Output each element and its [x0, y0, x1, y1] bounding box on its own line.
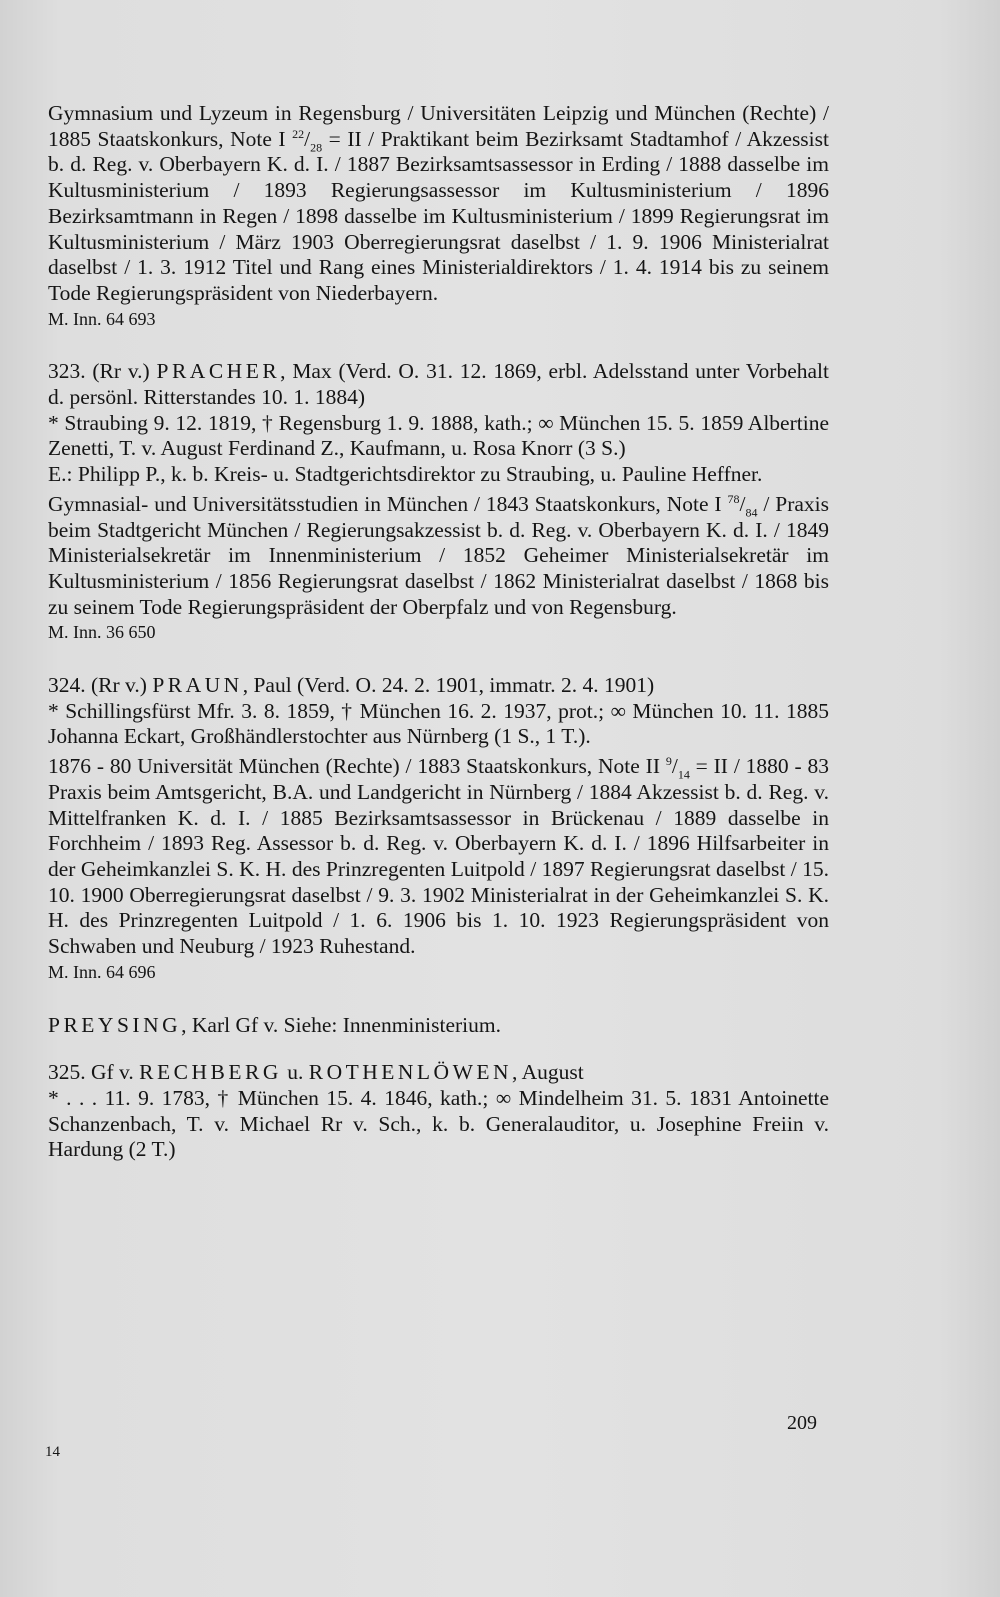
fraction-denominator: 84	[745, 505, 758, 520]
entry-323-heading: 323. (Rr v.) PRACHER, Max (Verd. O. 31. 12. 1869, erbl. Adelsstand unter Vorbehalt d. persönl. Ritterstandes 10. 1. 1884)	[48, 359, 829, 410]
entry-324-heading: 324. (Rr v.) PRAUN, Paul (Verd. O. 24. 2. 1901, immatr. 2. 4. 1901)	[48, 673, 655, 698]
entry-324-birth: * Schillingsfürst Mfr. 3. 8. 1859, † München 16. 2. 1937, prot.; ∞ München 10. 11. 1885 Johanna Eckart, Großhändlerstochter aus Nürnberg (1 S., 1 T.).	[48, 698, 829, 749]
entry-323-source: M. Inn. 36 650	[48, 622, 156, 643]
entry-prev-career: Gymnasium und Lyzeum in Regensburg / Universitäten Leipzig und München (Rechte) / 1885 Staatskonkurs, Note I $^{22}/_{28}$ = II / Praktikant beim Bezirksamt Stadtamhof / Akzessist b. d. Reg. v. Oberbayern K. d. I. / 1887 Bezirksamtsassessor in Erding / 1888 dasselbe im Kultusministerium / 1893 Regierungsassessor im Kultusministerium / 1896 Bezirksamtmann in Regen / 1898 dasselbe im Kultusministerium / 1899 Regierungsrat im Kultusministerium / März 1903 Oberregierungsrat daselbst / 1. 9. 1906 Ministerialrat daselbst / 1. 3. 1912 Titel und Rang eines Ministerialdirektors / 1. 4. 1914 bis zu seinem Tode Regierungspräsident von Niederbayern.	[48, 101, 829, 305]
signature-mark: 14	[45, 1444, 60, 1460]
entry-325-surname-2: ROTHENLÖWEN	[308, 1060, 513, 1085]
cross-ref-surname: PREYSING	[48, 1012, 182, 1037]
entry-323-surname: PRACHER	[156, 359, 281, 384]
entry-323-parents: E.: Philipp P., k. b. Kreis- u. Stadtgerichtsdirektor zu Straubing, u. Pauline Heffner.	[48, 462, 763, 487]
entry-324-career: 1876 - 80 Universität München (Rechte) / 1883 Staatskonkurs, Note II $^9/_{14}$ = II / 1880 - 83 Praxis beim Amtsgericht, B.A. und Landgericht in Nürnberg / 1884 Akzessist b. d. Reg. v. Mittelfranken K. d. I. / 1885 Bezirksamtsassessor in Brückenau / 1889 dasselbe in Forchheim / 1893 Reg. Assessor b. d. Reg. v. Oberbayern K. d. I. / 1896 Hilfsarbeiter in der Geheimkanzlei S. K. H. des Prinzregenten Luitpold / 1897 Regierungsrat daselbst / 15. 10. 1900 Oberregierungsrat daselbst / 9. 3. 1902 Ministerialrat in der Geheimkanzlei S. K. H. des Prinzregenten Luitpold / 1. 6. 1906 bis 1. 10. 1923 Regierungspräsident von Schwaben und Neuburg / 1923 Ruhestand.	[48, 754, 830, 959]
cross-reference: PREYSING, Karl Gf v. Siehe: Innenministerium.	[48, 1012, 501, 1037]
entry-324-source: M. Inn. 64 696	[48, 961, 156, 982]
fraction-denominator: 14	[677, 767, 690, 782]
text-column	[48, 101, 829, 1163]
page-number: 209	[787, 1412, 817, 1434]
fraction-numerator: 78	[727, 491, 740, 506]
entry-325-heading: 325. Gf v. RECHBERG u. ROTHENLÖWEN, August	[48, 1060, 584, 1085]
entry-325-surname-1: RECHBERG	[139, 1060, 282, 1085]
entry-323-career: Gymnasial- und Universitätsstudien in München / 1843 Staatskonkurs, Note I $^{78}/_{84}$ / Praxis beim Stadtgericht München / Regierungsakzessist b. d. Reg. v. Oberbayern K. d. I. / 1849 Ministerialsekretär im Innenministerium / 1852 Geheimer Ministerialsekretär im Kultusministerium / 1856 Regierungsrat daselbst / 1862 Ministerialrat daselbst / 1868 bis zu seinem Tode Regierungspräsident der Oberpfalz und von Regensburg.	[48, 491, 829, 619]
entry-prev-source: M. Inn. 64 693	[48, 308, 156, 329]
entry-323-birth: * Straubing 9. 12. 1819, † Regensburg 1. 9. 1888, kath.; ∞ München 15. 5. 1859 Albertine Zenetti, T. v. August Ferdinand Z., Kaufmann, u. Rosa Knorr (3 S.)	[48, 410, 829, 461]
fraction-numerator: 22	[292, 126, 305, 141]
fraction-numerator: 9	[665, 754, 672, 769]
entry-324-surname: PRAUN	[152, 673, 243, 698]
fraction-denominator: 28	[310, 140, 323, 154]
entry-325-birth: * . . . 11. 9. 1783, † München 15. 4. 1846, kath.; ∞ Mindelheim 31. 5. 1831 Antoinette Schanzenbach, T. v. Michael Rr v. Sch., k. b. Generalauditor, u. Josephine Freiin v. Hardung (2 T.)	[48, 1085, 829, 1162]
